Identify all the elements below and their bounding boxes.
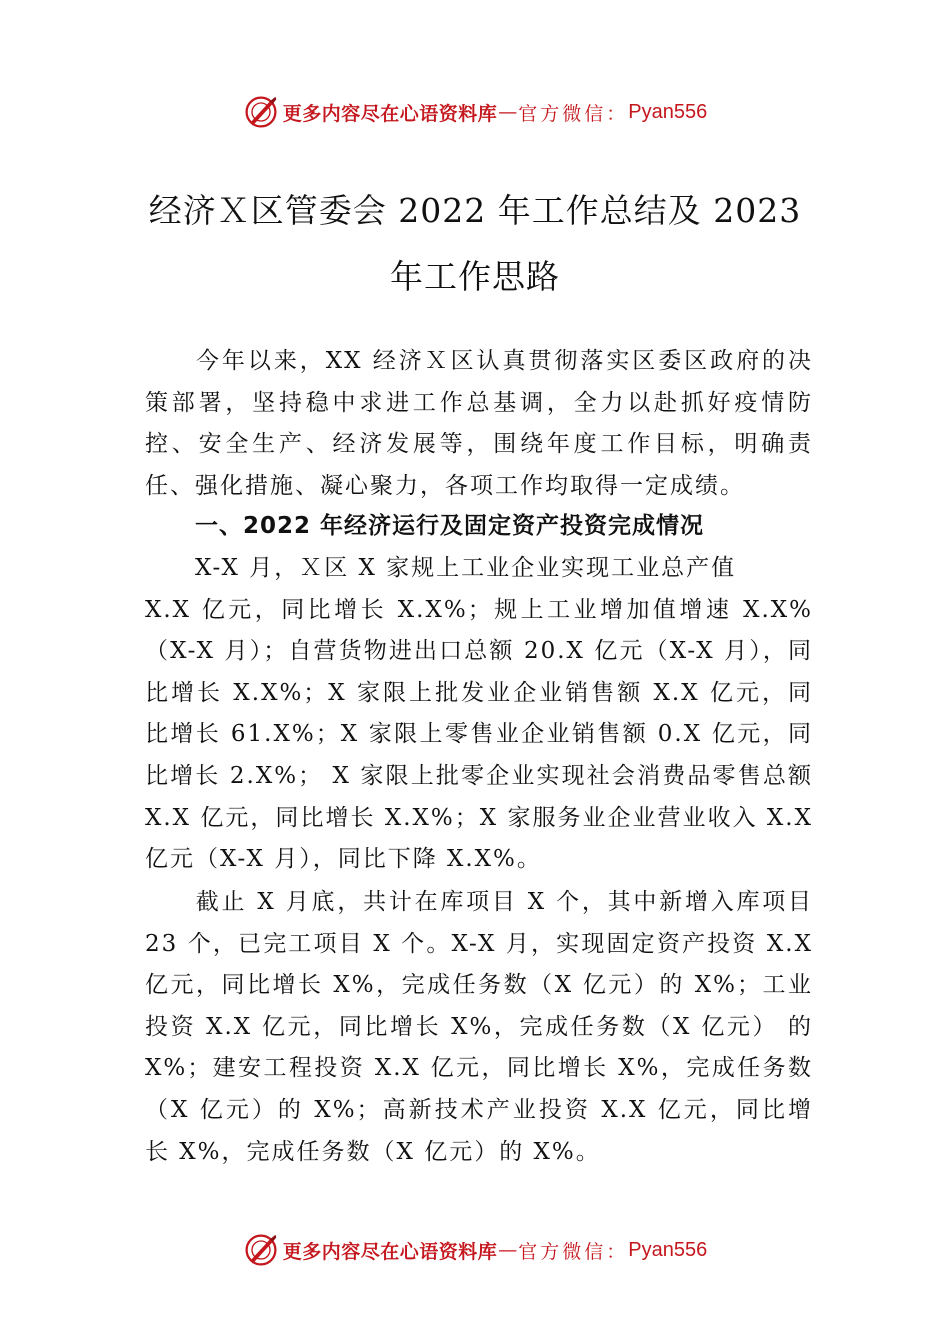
intro-paragraph — [145, 341, 813, 507]
section-heading: 一、2022 年经济运行及固定资产投资完成情况 — [195, 513, 705, 539]
banner-wechat-id: Pyan556 — [628, 1238, 708, 1261]
banner-wechat-label: 官方微信： — [518, 102, 629, 125]
banner-brand-text: 更多内容尽在心语资料库 — [282, 102, 498, 125]
economic-paragraph — [145, 548, 813, 881]
investment-paragraph — [145, 882, 813, 1173]
banner-brand-text: 更多内容尽在心语资料库 — [282, 1240, 498, 1263]
economic-paragraph-body: X.X 亿元，同比增长 X.X%；规上工业增加值增速 X.X%（X-X 月）；自营货物进出口总额 20.X 亿元（X-X 月），同比增长 X.X%；X 家限上批发业企业销售额 X.X 亿元，同比增长 61.X%；X 家限上零售业企业销售额 0.X 亿元，同比增长 2.X%； X 家限上批零企业实现社会消费品零售总额 X.X 亿元，同比增长 X.X%；X 家服务业企业营业收入 X.X 亿元（X-X 月），同比下降 X.X%。 — [145, 596, 813, 873]
banner-dash: — — [498, 101, 518, 123]
header-banner — [0, 94, 950, 130]
quill-seal-icon — [243, 94, 279, 130]
economic-paragraph-lead: X-X 月，Ｘ区 X 家规上工业企业实现工业总产值 — [195, 555, 737, 581]
document-title-line2: 年工作思路 — [390, 257, 560, 296]
document-title-line1: 经济Ｘ区管委会 2022 年工作总结及 2023 — [148, 191, 802, 230]
banner-wechat-label: 官方微信： — [518, 1240, 629, 1263]
economic-paragraph-first-line — [145, 548, 813, 590]
intro-text: 今年以来，XX 经济Ｘ区认真贯彻落实区委区政府的决策部署，坚持稳中求进工作总基调，全力以赴抓好疫情防控、安全生产、经济发展等，围绕年度工作目标，明确责任、强化措施、凝心聚力，各项工作均取得一定成绩。 — [145, 348, 813, 499]
banner-wechat-id: Pyan556 — [628, 100, 708, 123]
quill-seal-icon — [243, 1232, 279, 1268]
footer-banner — [0, 1232, 950, 1268]
investment-text: 截止 X 月底，共计在库项目 X 个，其中新增入库项目 23 个，已完工项目 X 个。X-X 月，实现固定资产投资 X.X 亿元，同比增长 X%，完成任务数（X 亿元）的 X%；工业投资 X.X 亿元，同比增长 X%，完成任务数（X 亿元） 的 X%；建安工程投资 X.X 亿元，同比增长 X%，完成任务数（X 亿元）的 X%；高新技术产业投资 X.X 亿元，同比增长 X%，完成任务数（X 亿元）的 X%。 — [145, 889, 813, 1165]
banner-dash: — — [498, 1239, 518, 1261]
